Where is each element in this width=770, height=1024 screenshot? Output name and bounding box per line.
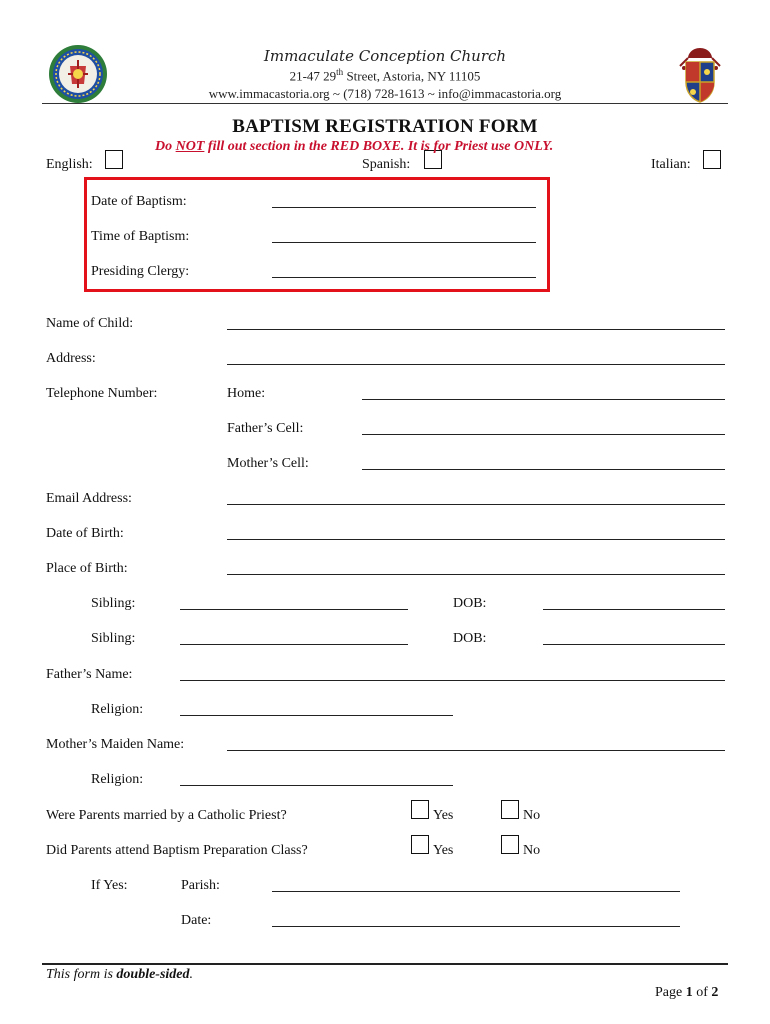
page-number: Page 1 of 2 <box>655 985 719 1000</box>
married-yes-checkbox[interactable] <box>411 800 429 819</box>
prep-class-question: Did Parents attend Baptism Preparation Class? <box>46 843 308 858</box>
english-checkbox[interactable] <box>105 150 123 169</box>
prep-date-label: Date: <box>181 913 212 928</box>
footer-rule <box>42 963 728 965</box>
married-question: Were Parents married by a Catholic Priest? <box>46 808 287 823</box>
if-yes-label: If Yes: <box>91 878 128 893</box>
mother-religion-label: Religion: <box>91 772 144 787</box>
address-label: Address: <box>46 351 96 366</box>
sibling-1-field[interactable] <box>180 609 408 610</box>
presiding-clergy-field[interactable] <box>272 277 536 278</box>
address-field[interactable] <box>227 364 725 365</box>
home-phone-label: Home: <box>227 386 266 401</box>
father-cell-field[interactable] <box>362 434 725 435</box>
place-of-birth-field[interactable] <box>227 574 725 575</box>
mother-religion-field[interactable] <box>180 785 453 786</box>
presiding-clergy-label: Presiding Clergy: <box>91 264 190 279</box>
married-no-label: No <box>523 808 541 823</box>
parish-field[interactable] <box>272 891 680 892</box>
form-title: BAPTISM REGISTRATION FORM <box>232 116 538 137</box>
father-cell-label: Father’s Cell: <box>227 421 304 436</box>
prep-class-no-label: No <box>523 843 541 858</box>
sibling-2-field[interactable] <box>180 644 408 645</box>
time-of-baptism-label: Time of Baptism: <box>91 229 190 244</box>
double-sided-note: This form is double-sided. <box>46 967 194 982</box>
home-phone-field[interactable] <box>362 399 725 400</box>
sibling-1-label: Sibling: <box>91 596 136 611</box>
mother-cell-label: Mother’s Cell: <box>227 456 309 471</box>
child-name-field[interactable] <box>227 329 725 330</box>
sibling-1-dob-field[interactable] <box>543 609 725 610</box>
church-address: 21-47 29th Street, Astoria, NY 11105 <box>289 67 481 84</box>
italian-checkbox[interactable] <box>703 150 721 169</box>
place-of-birth-label: Place of Birth: <box>46 561 128 576</box>
prep-date-field[interactable] <box>272 926 680 927</box>
time-of-baptism-field[interactable] <box>272 242 536 243</box>
mother-cell-field[interactable] <box>362 469 725 470</box>
father-name-label: Father’s Name: <box>46 667 133 682</box>
date-of-birth-field[interactable] <box>227 539 725 540</box>
church-name: Immaculate Conception Church <box>263 47 507 65</box>
parish-label: Parish: <box>181 878 220 893</box>
prep-class-yes-checkbox[interactable] <box>411 835 429 854</box>
italian-label: Italian: <box>651 157 691 172</box>
sibling-2-label: Sibling: <box>91 631 136 646</box>
father-name-field[interactable] <box>180 680 725 681</box>
prep-class-no-checkbox[interactable] <box>501 835 519 854</box>
date-of-birth-label: Date of Birth: <box>46 526 124 541</box>
spanish-label: Spanish: <box>362 157 411 172</box>
married-no-checkbox[interactable] <box>501 800 519 819</box>
english-label: English: <box>46 157 93 172</box>
married-yes-label: Yes <box>433 808 454 823</box>
email-field[interactable] <box>227 504 725 505</box>
father-religion-label: Religion: <box>91 702 144 717</box>
prep-class-yes-label: Yes <box>433 843 454 858</box>
email-label: Email Address: <box>46 491 132 506</box>
sibling-2-dob-label: DOB: <box>453 631 487 646</box>
header-rule <box>42 103 728 104</box>
church-contact: www.immacastoria.org ~ (718) 728-1613 ~ info@immacastoria.org <box>208 86 562 101</box>
telephone-label: Telephone Number: <box>46 386 158 401</box>
date-of-baptism-field[interactable] <box>272 207 536 208</box>
date-of-baptism-label: Date of Baptism: <box>91 194 187 209</box>
father-religion-field[interactable] <box>180 715 453 716</box>
sibling-2-dob-field[interactable] <box>543 644 725 645</box>
priest-use-note: Do NOT fill out section in the RED BOXE. It is for Priest use ONLY. <box>155 139 554 154</box>
sibling-1-dob-label: DOB: <box>453 596 487 611</box>
mother-maiden-name-field[interactable] <box>227 750 725 751</box>
child-name-label: Name of Child: <box>46 316 134 331</box>
mother-maiden-name-label: Mother’s Maiden Name: <box>46 737 185 752</box>
